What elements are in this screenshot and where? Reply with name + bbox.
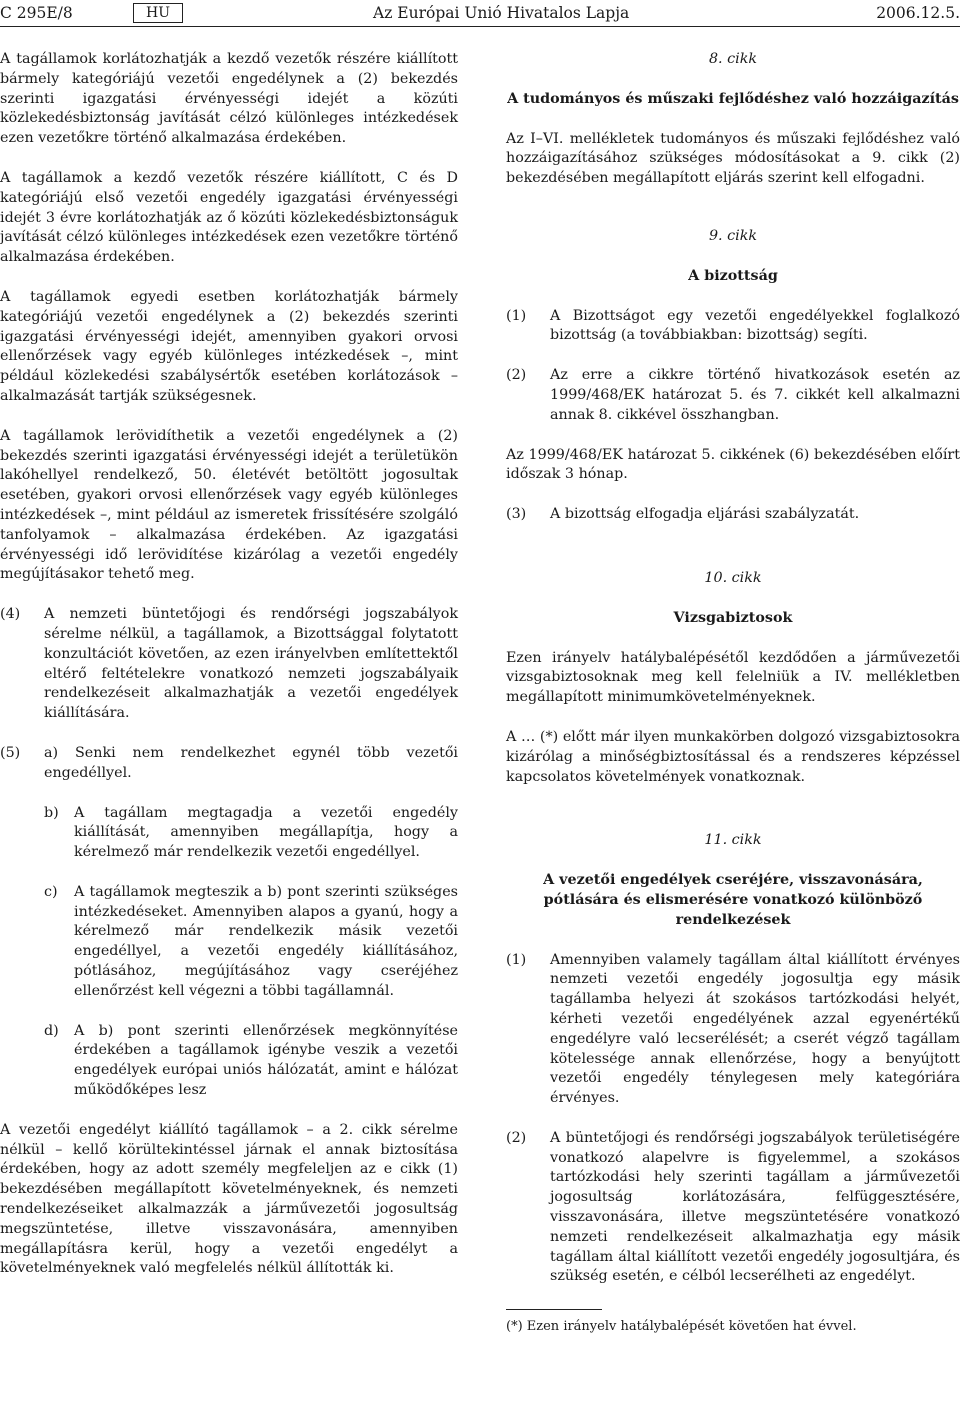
numbered-paragraph: [506, 366, 960, 425]
footnote: (*) Ezen irányelv hatálybalépését követően hat évvel.: [506, 1319, 857, 1335]
point-letter: d): [44, 1022, 59, 1039]
paragraph-text: A b) pont szerinti ellenőrzések megkönnyítése érdekében a tagállamok igénybe veszik a vezetői engedélyek európai uniós hálózatát, amint e hálózat működőképes lesz: [74, 1022, 458, 1099]
paragraph: A tagállamok lerövidíthetik a vezetői engedélynek a (2) bekezdés szerinti igazgatási érvényességi idejét a területükön lakóhellyel rendelkező, 50. életévét betöltött jogosultak esetében, gyakori orvosi ellenőrzések vagy egyéb különleges intézkedések –, mint például az ismeretek frissítésére szolgáló tanfolyamok – alkalmazása érdekében. Az igazgatási érvényességi idő lerövidítése kizárólag a vezetői engedély megújításakor tehető meg.: [0, 427, 458, 583]
page-header: [0, 0, 960, 27]
article-number: 11. cikk: [704, 832, 762, 849]
left-column: [0, 50, 458, 1279]
paragraph-number: (3): [506, 506, 527, 523]
footnote-separator: [506, 1309, 602, 1310]
paragraph-number: (1): [506, 951, 527, 968]
list-item: [44, 804, 458, 863]
paragraph: A tagállamok a kezdő vezetők részére kiállított, C és D kategóriájú első vezetői engedély igazgatási érvényességi idejét 3 évre korlátozhatják az ő közúti közlekedésbiztonságuk javítását célzó különleges intézkedések ezen vezetőkre történő alkalmazása érdekében.: [0, 169, 458, 266]
paragraph: A vezetői engedélyt kiállító tagállamok – a 2. cikk sérelme nélkül – kellő körültekintéssel járnak el annak biztosítása érdekében, hogy az adott személy megfeleljen az e cikk (1) bekezdésében megállapított követelményeknek, és nemzeti rendelkezéseiket alkalmazzák a járművezetői jogosultság megszüntetése, illetve visszavonására, amennyiben megállapításra kerül, hogy a vezetői engedélyt a követelményeknek való megfelelés nélkül állították ki.: [0, 1121, 458, 1277]
paragraph-number: (2): [506, 367, 527, 384]
point-letter: c): [44, 883, 58, 900]
article-number: 8. cikk: [708, 51, 758, 67]
publication-date: 2006.12.5.: [876, 4, 960, 22]
paragraph-number: (4): [0, 606, 21, 623]
paragraph-number: (2): [506, 1129, 527, 1146]
numbered-paragraph: [506, 307, 960, 347]
paragraph-text: A nemzeti büntetőjogi és rendőrségi jogszabályok sérelme nélkül, a tagállamok, a Bizottsággal folytatott konzultációt követően, az ezen irányelvben említettektől eltérő feltételekre vonatkozó nemzeti jogszabályaik rendelkezéseit alkalmazhatják a vezetői engedélyek kiállítására.: [44, 606, 458, 722]
article-title: A bizottság: [688, 267, 778, 284]
paragraph-text: Amennyiben valamely tagállam által kiállított érvényes nemzeti vezetői engedély jogosultja egy másik tagállamba helyezi át szokásos tartózkodási helyét, kérheti vezetői engedélyének azzal egyenértékű engedélyre való lecserélését; a cserét végző tagállam kötelessége annak ellenőrzése, hogy a benyújtott vezetői engedély ténylegesen mely kategóriára érvényes.: [550, 951, 960, 1107]
paragraph: A tagállamok egyedi esetben korlátozhatják bármely kategóriájú vezetői engedélynek a (2) bekezdés szerinti igazgatási érvényességi idejét, amennyiben gyakori orvosi ellenőrzések vagy egyéb különleges intézkedések –, mint például közlekedési szabálysértők esetében korlátozások – alkalmazását tartják szükségesnek.: [0, 288, 458, 404]
paragraph-text: Senki nem rendelkezhet egynél több vezetői engedéllyel.: [44, 744, 459, 781]
numbered-paragraph: [0, 744, 458, 784]
article-title: Vizsgabiztosok: [673, 609, 793, 626]
right-column: [506, 50, 960, 1336]
article-title: A tudományos és műszaki fejlődéshez való hozzáigazítás: [507, 90, 959, 107]
list-item: [44, 1022, 458, 1101]
article-number: 10. cikk: [704, 569, 762, 586]
paragraph-text: A büntetőjogi és rendőrségi jogszabályok területiségére vonatkozó alapelvre is figyelemmel, a szokásos tartózkodási hely szerinti tagállam a járművezetői jogosultság korlátozására, felfüggesztésére, visszavonására, illetve megszüntetésére vonatkozó nemzeti rendelkezéseit alkalmazhatja egy másik tagállam által kiállított vezetői engedély jogosultjára, és szükség esetén, e célból lecserélheti az engedélyt.: [550, 1129, 960, 1285]
paragraph-text: A tagállam megtagadja a vezetői engedély kiállítását, amennyiben megállapítja, hogy a kérelmező már rendelkezik vezetői engedéllyel.: [74, 804, 458, 861]
numbered-paragraph: [0, 605, 458, 724]
journal-title: Az Európai Unió Hivatalos Lapja: [373, 4, 630, 22]
paragraph-text: A Bizottságot egy vezetői engedélyekkel foglalkozó bizottság (a továbbiakban: bizottság) segíti.: [550, 307, 960, 344]
paragraph-text: Az erre a cikkre történő hivatkozások esetén az 1999/468/EK határozat 5. és 7. cikkét kell alkalmazni annak 8. cikkével összhangban.: [550, 367, 960, 423]
paragraph-number: (1): [506, 307, 527, 324]
point-letter: a): [44, 744, 59, 761]
article-title: A vezetői engedélyek cseréjére, visszavonására, pótlására és elismerésére vonatkozó különböző rendelkezések: [543, 872, 923, 928]
journal-series-code: C 295E/8: [0, 4, 73, 22]
paragraph-text: A tagállamok megteszik a b) pont szerinti szükséges intézkedéseket. Amennyiben alapos a gyanú, hogy a kérelmező már rendelkezik másik vezetői engedéllyel, a vezetői engedély kiállításához, pótlásához, megújításához vagy cseréjéhez ellenőrzést kell végezni a többi tagállamnál.: [74, 883, 458, 999]
point-letter: b): [44, 804, 59, 821]
list-item: [44, 883, 458, 1002]
paragraph-text: A bizottság elfogadja eljárási szabályzatát.: [550, 506, 860, 523]
paragraph: A … (*) előtt már ilyen munkakörben dolgozó vizsgabiztosokra kizárólag a minőségbiztosítással és a rendszeres képzéssel kapcsolatos követelmények vonatkoznak.: [506, 728, 960, 785]
paragraph: Ezen irányelv hatálybalépésétől kezdődően a járművezetői vizsgabiztosoknak meg kell felelniük a IV. mellékletben megállapított minimumkövetelményeknek.: [506, 649, 960, 706]
numbered-paragraph: [506, 505, 960, 525]
paragraph: Az I–VI. mellékletek tudományos és műszaki fejlődéshez való hozzáigazításához szükséges módosításokat a 9. cikk (2) bekezdésében megállapított eljárás szerint kell elfogadni.: [506, 130, 960, 187]
numbered-paragraph: [506, 951, 960, 1109]
paragraph: A tagállamok korlátozhatják a kezdő vezetők részére kiállított bármely kategóriájú vezetői engedélynek a (2) bekezdés szerinti igazgatási érvényességi idejét a közúti közlekedésbiztonság javítását célzó különleges intézkedések ezen vezetőkre történő alkalmazása érdekében.: [0, 51, 458, 147]
numbered-paragraph: [506, 1129, 960, 1287]
language-badge: HU: [133, 3, 183, 23]
paragraph-number: (5): [0, 744, 21, 761]
article-number: 9. cikk: [708, 227, 758, 244]
paragraph: Az 1999/468/EK határozat 5. cikkének (6) bekezdésében előírt időszak 3 hónap.: [506, 446, 960, 483]
